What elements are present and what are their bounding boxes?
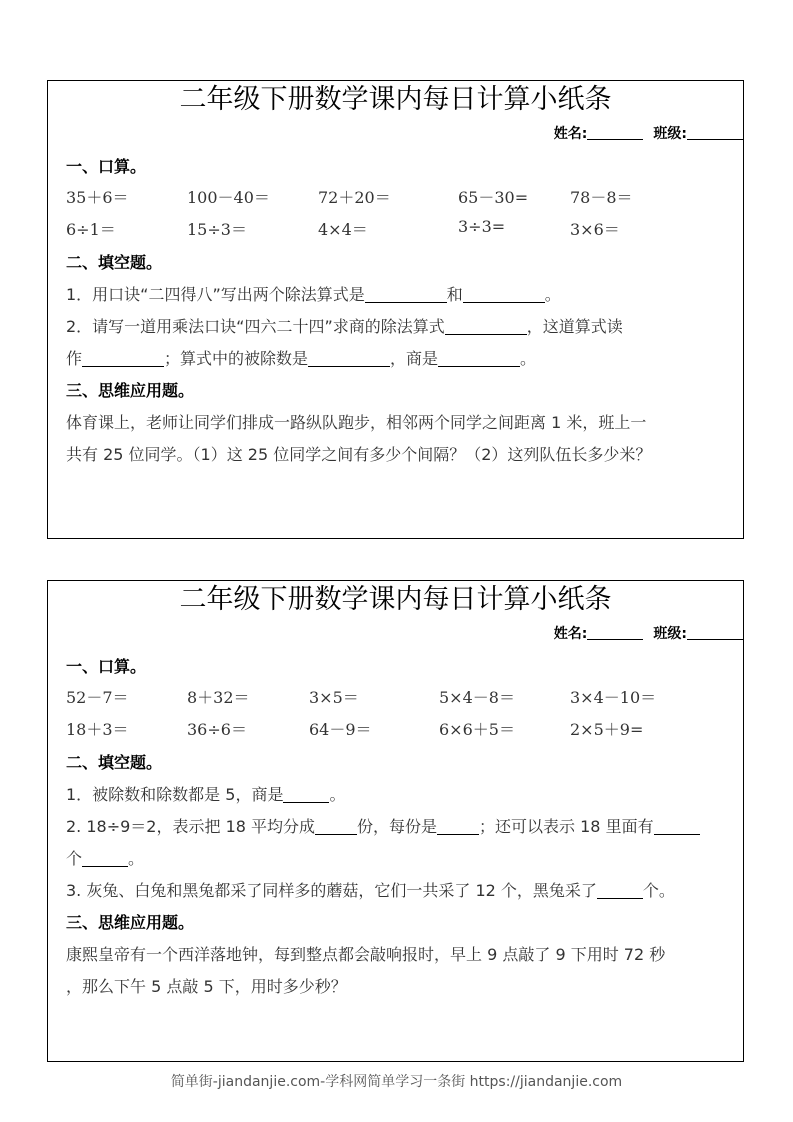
name-blank[interactable] bbox=[587, 125, 643, 140]
oral-item: 100－40＝ bbox=[187, 188, 270, 207]
fill-question-3: 3. 灰兔、白兔和黑兔都采了同样多的蘑菇，它们一共采了 12 个，黑兔采了 个。 bbox=[66, 881, 675, 900]
oral-item: 6÷1＝ bbox=[66, 220, 116, 239]
oral-item: 8＋32＝ bbox=[187, 688, 250, 707]
worksheet-title: 二年级下册数学课内每日计算小纸条 bbox=[179, 584, 612, 615]
answer-blank[interactable] bbox=[308, 350, 390, 367]
oral-item: 18＋3＝ bbox=[66, 720, 129, 739]
answer-blank[interactable] bbox=[315, 818, 357, 835]
name-class-row bbox=[554, 123, 743, 143]
oral-item: 6×6＋5＝ bbox=[439, 720, 515, 739]
fill-question-1: 1．被除数和除数都是 5，商是 。 bbox=[66, 785, 346, 804]
oral-item: 78－8＝ bbox=[570, 188, 633, 207]
answer-blank[interactable] bbox=[463, 286, 545, 303]
section-heading-application: 三、思维应用题。 bbox=[66, 913, 195, 932]
oral-item: 72＋20＝ bbox=[318, 188, 391, 207]
oral-item: 15÷3＝ bbox=[187, 220, 247, 239]
section-heading-oral: 一、口算。 bbox=[66, 157, 147, 176]
application-text-line: 共有 25 位同学。（1）这 25 位同学之间有多少个间隔？（2）这列队伍长多少米？ bbox=[66, 445, 652, 464]
answer-blank[interactable] bbox=[597, 882, 643, 899]
name-label: 姓名: bbox=[553, 126, 588, 142]
oral-item: 2×5＋9= bbox=[570, 720, 644, 739]
class-label: 班级: bbox=[653, 626, 687, 642]
oral-item: 4×4＝ bbox=[318, 220, 368, 239]
oral-row-2 bbox=[48, 217, 743, 239]
answer-blank[interactable] bbox=[654, 818, 700, 835]
worksheet-1 bbox=[47, 80, 744, 539]
fill-question-1: 1．用口诀“二四得八”写出两个除法算式是 和 。 bbox=[66, 285, 561, 304]
application-text-line: ，那么下午 5 点敲 5 下，用时多少秒？ bbox=[66, 977, 347, 996]
oral-item: 3×4－10＝ bbox=[570, 688, 657, 707]
oral-item: 52－7＝ bbox=[66, 688, 129, 707]
class-blank[interactable] bbox=[687, 125, 743, 140]
answer-blank[interactable] bbox=[438, 350, 520, 367]
answer-blank[interactable] bbox=[437, 818, 479, 835]
application-text-line: 康熙皇帝有一个西洋落地钟，每到整点都会敲响报时，早上 9 点敲了 9 下用时 72 秒 bbox=[66, 945, 666, 964]
name-label: 姓名: bbox=[553, 626, 588, 642]
oral-item: 3×6＝ bbox=[570, 220, 620, 239]
oral-item: 64－9＝ bbox=[309, 720, 372, 739]
oral-item: 36÷6＝ bbox=[187, 720, 247, 739]
oral-row-1 bbox=[48, 685, 743, 707]
worksheet-title: 二年级下册数学课内每日计算小纸条 bbox=[179, 84, 612, 115]
class-label: 班级: bbox=[653, 126, 687, 142]
name-class-row bbox=[554, 623, 743, 643]
fill-question-2-cont: 个 。 bbox=[66, 849, 145, 868]
fill-question-2: 2. 18÷9＝2，表示把 18 平均分成 份，每份是 ；还可以表示 18 里面有 bbox=[66, 814, 700, 837]
application-text-line: 体育课上，老师让同学们排成一路纵队跑步，相邻两个同学之间距离 1 米，班上一 bbox=[66, 413, 647, 432]
oral-item: 35＋6＝ bbox=[66, 188, 129, 207]
name-blank[interactable] bbox=[587, 625, 643, 640]
footer-watermark: 简单街-jiandanjie.com-学科网简单学习一条街 https://jiandanjie.com bbox=[170, 1074, 623, 1090]
class-blank[interactable] bbox=[687, 625, 743, 640]
answer-blank[interactable] bbox=[82, 850, 128, 867]
oral-row-2 bbox=[48, 717, 743, 739]
fill-question-2-cont: 作 ；算式中的被除数是 ，商是 。 bbox=[66, 349, 537, 368]
oral-item: 3×5＝ bbox=[309, 688, 359, 707]
worksheet-2 bbox=[47, 580, 744, 1062]
answer-blank[interactable] bbox=[365, 286, 447, 303]
answer-blank[interactable] bbox=[283, 786, 329, 803]
section-heading-fill: 二、填空题。 bbox=[66, 253, 163, 272]
oral-row-1 bbox=[48, 185, 743, 207]
section-heading-fill: 二、填空题。 bbox=[66, 753, 163, 772]
oral-item: 65－30= bbox=[458, 188, 529, 207]
section-heading-application: 三、思维应用题。 bbox=[66, 381, 195, 400]
fill-question-2: 2．请写一道用乘法口诀“四六二十四”求商的除法算式 ，这道算式读 bbox=[66, 317, 623, 336]
oral-item: 5×4－8＝ bbox=[439, 688, 515, 707]
answer-blank[interactable] bbox=[82, 350, 164, 367]
oral-item: 3÷3= bbox=[458, 217, 506, 236]
answer-blank[interactable] bbox=[445, 318, 527, 335]
section-heading-oral: 一、口算。 bbox=[66, 657, 147, 676]
